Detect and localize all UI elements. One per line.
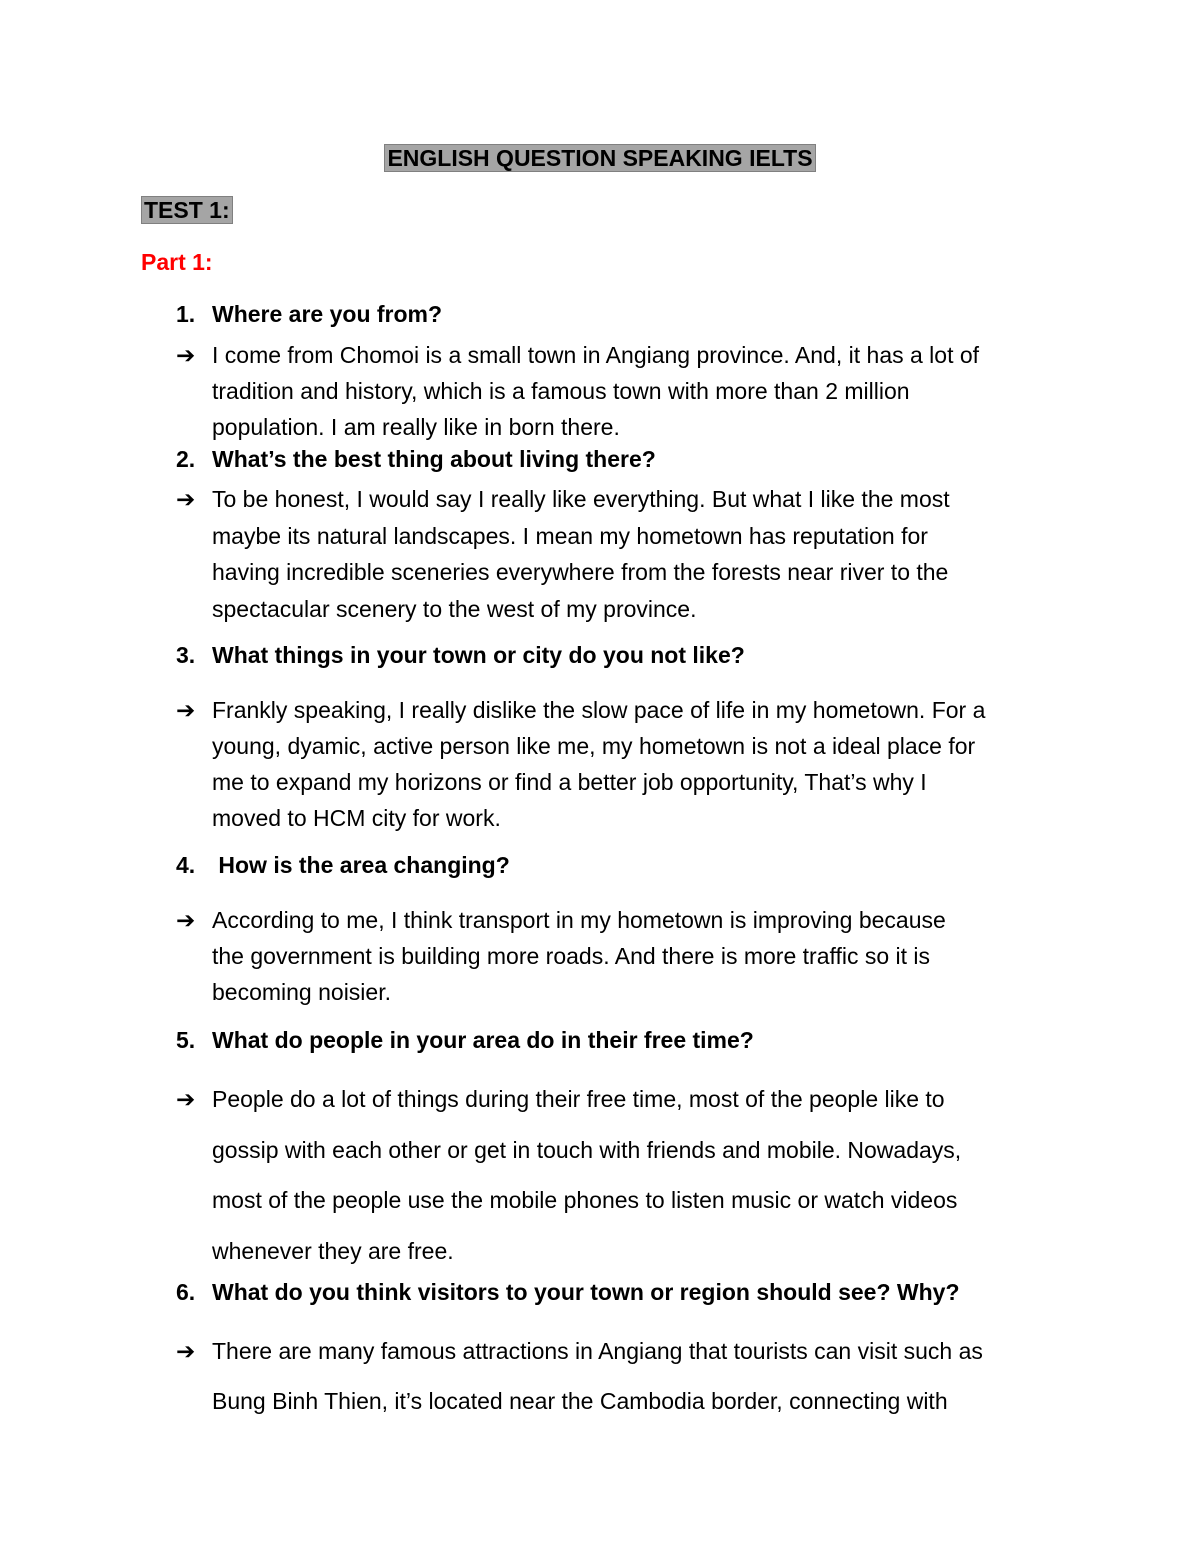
- answer-line: tradition and history, which is a famous town with more than 2 million: [212, 378, 910, 404]
- test-label-highlight: TEST 1:: [141, 196, 233, 224]
- question-number: 5.: [176, 1027, 196, 1053]
- part-label: Part 1:: [141, 249, 213, 275]
- question-text: What’s the best thing about living there?: [212, 446, 656, 472]
- question-text: What do people in your area do in their free time?: [212, 1027, 754, 1053]
- question-text: What do you think visitors to your town or region should see? Why?: [212, 1279, 960, 1305]
- question-text: Where are you from?: [212, 301, 443, 327]
- arrow-icon: ➔: [176, 1338, 196, 1364]
- document-title: [0, 145, 1200, 172]
- answer-line: spectacular scenery to the west of my province.: [212, 595, 697, 622]
- question-1: [176, 301, 442, 328]
- question-number: 3.: [176, 642, 196, 668]
- question-text: What things in your town or city do you not like?: [212, 642, 745, 668]
- answer-line: whenever they are free.: [212, 1237, 454, 1264]
- question-number: 1.: [176, 301, 196, 327]
- answer-line: having incredible sceneries everywhere from the forests near river to the: [212, 559, 949, 585]
- answer-line: According to me, I think transport in my hometown is improving because: [212, 907, 946, 933]
- answer-6: [176, 1326, 1076, 1426]
- answer-line: me to expand my horizons or find a better job opportunity, That’s why I: [212, 769, 927, 795]
- answer-line: population. I am really like in born there.: [212, 414, 620, 440]
- answer-line: maybe its natural landscapes. I mean my hometown has reputation for: [212, 522, 928, 549]
- answer-2: [176, 481, 1076, 627]
- answer-line: Bung Binh Thien, it’s located near the Cambodia border, connecting with: [212, 1388, 948, 1414]
- answer-1: [176, 337, 1076, 445]
- answer-line: Frankly speaking, I really dislike the slow pace of life in my hometown. For a: [212, 697, 986, 723]
- answer-line: I come from Chomoi is a small town in Angiang province. And, it has a lot of: [212, 342, 980, 368]
- question-number: 4.: [176, 852, 196, 878]
- answer-line: There are many famous attractions in Angiang that tourists can visit such as: [212, 1338, 983, 1364]
- answer-4: [176, 902, 1076, 1010]
- title-highlight: ENGLISH QUESTION SPEAKING IELTS: [384, 144, 815, 172]
- arrow-icon: ➔: [176, 907, 196, 933]
- answer-line: becoming noisier.: [212, 979, 391, 1005]
- question-number: 2.: [176, 446, 196, 472]
- question-2: [176, 446, 656, 473]
- question-5: [176, 1027, 754, 1054]
- question-4: [176, 852, 510, 879]
- arrow-icon: ➔: [176, 697, 196, 723]
- answer-5: [176, 1074, 1076, 1276]
- question-number: 6.: [176, 1279, 196, 1305]
- answer-line: young, dyamic, active person like me, my hometown is not a ideal place for: [212, 733, 976, 759]
- arrow-icon: ➔: [176, 1086, 196, 1112]
- answer-line: To be honest, I would say I really like everything. But what I like the most: [212, 486, 950, 512]
- answer-line: the government is building more roads. And there is more traffic so it is: [212, 943, 931, 969]
- answer-3: [176, 692, 1076, 836]
- test-label: [141, 197, 233, 224]
- answer-line: People do a lot of things during their free time, most of the people like to: [212, 1086, 945, 1112]
- answer-line: most of the people use the mobile phones to listen music or watch videos: [212, 1187, 958, 1213]
- question-text: How is the area changing?: [212, 852, 510, 878]
- question-3: [176, 642, 745, 669]
- arrow-icon: ➔: [176, 486, 196, 512]
- answer-line: gossip with each other or get in touch with friends and mobile. Nowadays,: [212, 1136, 962, 1163]
- answer-line: moved to HCM city for work.: [212, 805, 501, 831]
- arrow-icon: ➔: [176, 342, 196, 368]
- question-6: [176, 1279, 960, 1306]
